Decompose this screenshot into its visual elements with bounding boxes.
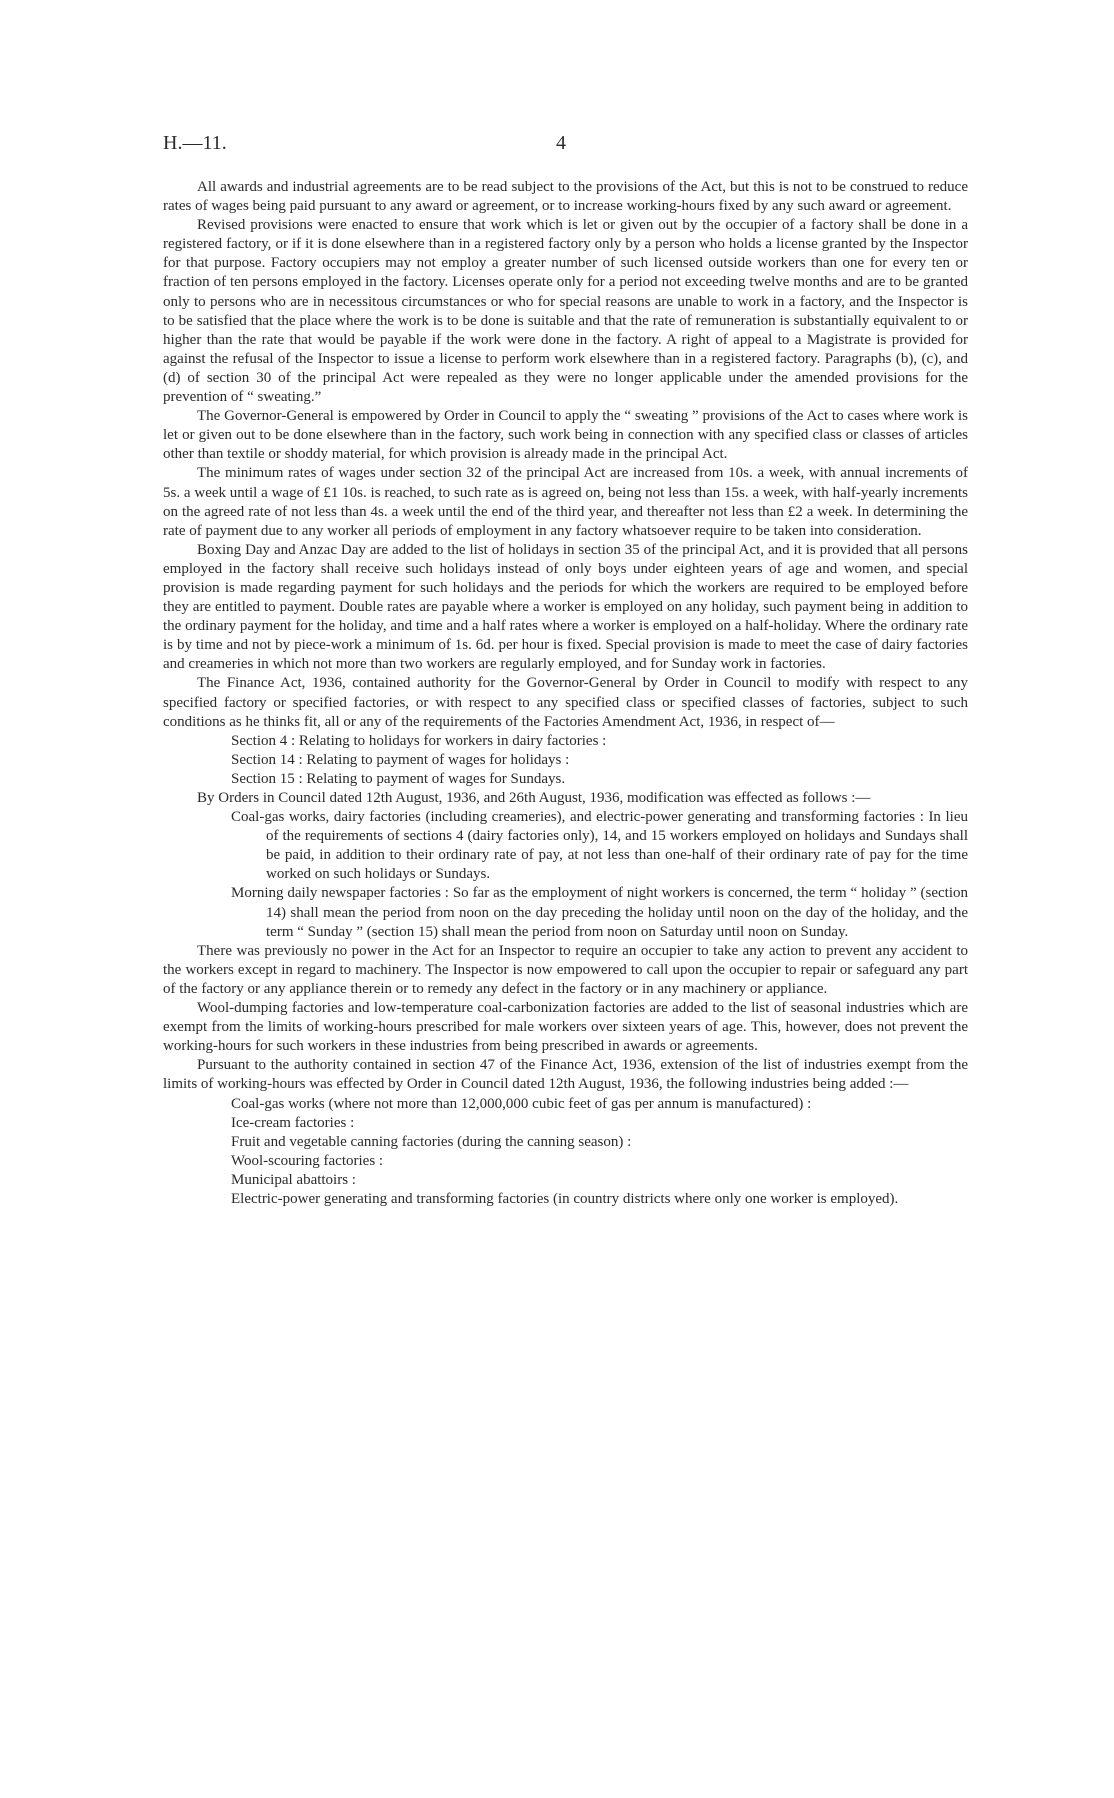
page-number: 4 — [556, 132, 566, 154]
paragraph-holidays: Boxing Day and Anzac Day are added to the list of holidays in section 35 of the principal Act, and it is provided that all persons employed in the factory shall receive such holidays instead of only boys under eighteen years of age and women, and special provision is made regarding payment for such holidays and the periods for which the workers are required to be employed before they are entitled to payment. Double rates are payable where a worker is employed on any holiday, such payment being in addition to the ordinary payment for the holiday, and time and a half rates where a worker is employed on a half-holiday. Where the ordinary rate is by time and not by piece-work a minimum of 1s. 6d. per hour is fixed. Special provision is made to meet the case of dairy factories and creameries in which not more than two workers are regularly employed, and for Sunday work in factories. — [163, 541, 968, 673]
section-item: Section 15 : Relating to payment of wages for Sundays. — [231, 770, 566, 787]
industry-item: Electric-power generating and transforming factories (in country districts where only one worker is employed). — [231, 1190, 899, 1207]
page-header — [163, 132, 968, 158]
paragraph-inspector-powers: There was previously no power in the Act for an Inspector to require an occupier to take any action to prevent any accident to the workers except in regard to machinery. The Inspector is now empowered to call upon the occupier to repair or safeguard any part of the factory or any appliance therein or to remedy any defect in the factory or in any machinery or appliance. — [163, 942, 968, 997]
section-item: Section 4 : Relating to holidays for workers in dairy factories : — [231, 732, 607, 749]
paragraph-seasonal-industries: Wool-dumping factories and low-temperature coal-carbonization factories are added to the list of seasonal industries which are exempt from the limits of working-hours prescribed for male workers over sixteen years of age. This, however, does not prevent the working-hours for such workers in these industries from being prescribed in awards or agreements. — [163, 1000, 968, 1055]
modification-item: Coal-gas works, dairy factories (including creameries), and electric-power generating and transforming factories : In lieu of the requirements of sections 4 (dairy factories only), 14, and 15 workers employed on holidays and Sundays shall be paid, in addition to their ordinary rate of pay, at not less than one-half of their ordinary rate of pay for the time worked on such holidays or Sundays. — [231, 809, 968, 883]
paragraph-orders-in-council: By Orders in Council dated 12th August, 1936, and 26th August, 1936, modification was effected as follows :— — [197, 790, 871, 806]
industry-item: Municipal abattoirs : — [231, 1171, 356, 1188]
document-reference: H.—11. — [163, 132, 227, 154]
industry-item: Fruit and vegetable canning factories (during the canning season) : — [231, 1133, 632, 1150]
industry-item: Ice-cream factories : — [231, 1114, 355, 1131]
industry-item: Wool-scouring factories : — [231, 1152, 384, 1169]
paragraph-finance-act: The Finance Act, 1936, contained authority for the Governor-General by Order in Council to modify with respect to any specified factory or specified factories, or with respect to any specified class or specified classes of factories, subject to such conditions as he thinks fit, all or any of the requirements of the Factories Amendment Act, 1936, in respect of— — [163, 675, 968, 730]
document-body — [163, 178, 968, 1209]
modification-item: Morning daily newspaper factories : So far as the employment of night workers is concerned, the term “ holiday ” (section 14) shall mean the period from noon on the day preceding the holiday until noon on the day of the holiday, and the term “ Sunday ” (section 15) shall mean the period from noon on Saturday until noon on Sunday. — [231, 885, 968, 940]
paragraph-outside-work: Revised provisions were enacted to ensure that work which is let or given out by the occupier of a factory shall be done in a registered factory, or if it is done elsewhere than in a registered factory only by a person who holds a license granted by the Inspector for that purpose. Factory occupiers may not employ a greater number of such licensed outside workers than one for every ten or fraction of ten persons employed in the factory. Licenses operate only for a period not exceeding twelve months and are to be granted only to persons who are in necessitous circumstances or who for special reasons are unable to work in a factory, and the Inspector is to be satisfied that the place where the work is to be done is suitable and that the rate of remuneration is substantially equivalent to or higher than the rate that would be payable if the work were done in the factory. A right of appeal to a Magistrate is provided for against the refusal of the Inspector to issue a license to perform work elsewhere than in a registered factory. Paragraphs (b), (c), and (d) of section 30 of the principal Act were repealed as they were no longer applicable under the amended provisions for the prevention of “ sweating.” — [163, 217, 968, 406]
paragraph-exempt-industries: Pursuant to the authority contained in section 47 of the Finance Act, 1936, extension of the list of industries exempt from the limits of working-hours was effected by Order in Council dated 12th August, 1936, the following industries being added :— — [163, 1057, 968, 1093]
paragraph-sweating-provisions: The Governor-General is empowered by Order in Council to apply the “ sweating ” provisions of the Act to cases where work is let or given out to be done elsewhere than in the factory, such work being in connection with any specified class or classes of articles other than textile or shoddy material, for which provision is already made in the principal Act. — [163, 408, 968, 463]
section-item: Section 14 : Relating to payment of wages for holidays : — [231, 751, 570, 768]
industry-item: Coal-gas works (where not more than 12,000,000 cubic feet of gas per annum is manufactured) : — [231, 1095, 812, 1112]
paragraph-minimum-wages: The minimum rates of wages under section 32 of the principal Act are increased from 10s. a week, with annual increments of 5s. a week until a wage of £1 10s. is reached, to such rate as is agreed on, being not less than 15s. a week, with half-yearly increments on the agreed rate of not less than 4s. a week until the end of the third year, and thereafter not less than £2 a week. In determining the rate of payment due to any worker all periods of employment in any factory whatsoever require to be taken into consideration. — [163, 465, 968, 539]
paragraph-awards: All awards and industrial agreements are to be read subject to the provisions of the Act, but this is not to be construed to reduce rates of wages being paid pursuant to any award or agreement, or to increase working-hours fixed by any such award or agreement. — [163, 179, 968, 215]
